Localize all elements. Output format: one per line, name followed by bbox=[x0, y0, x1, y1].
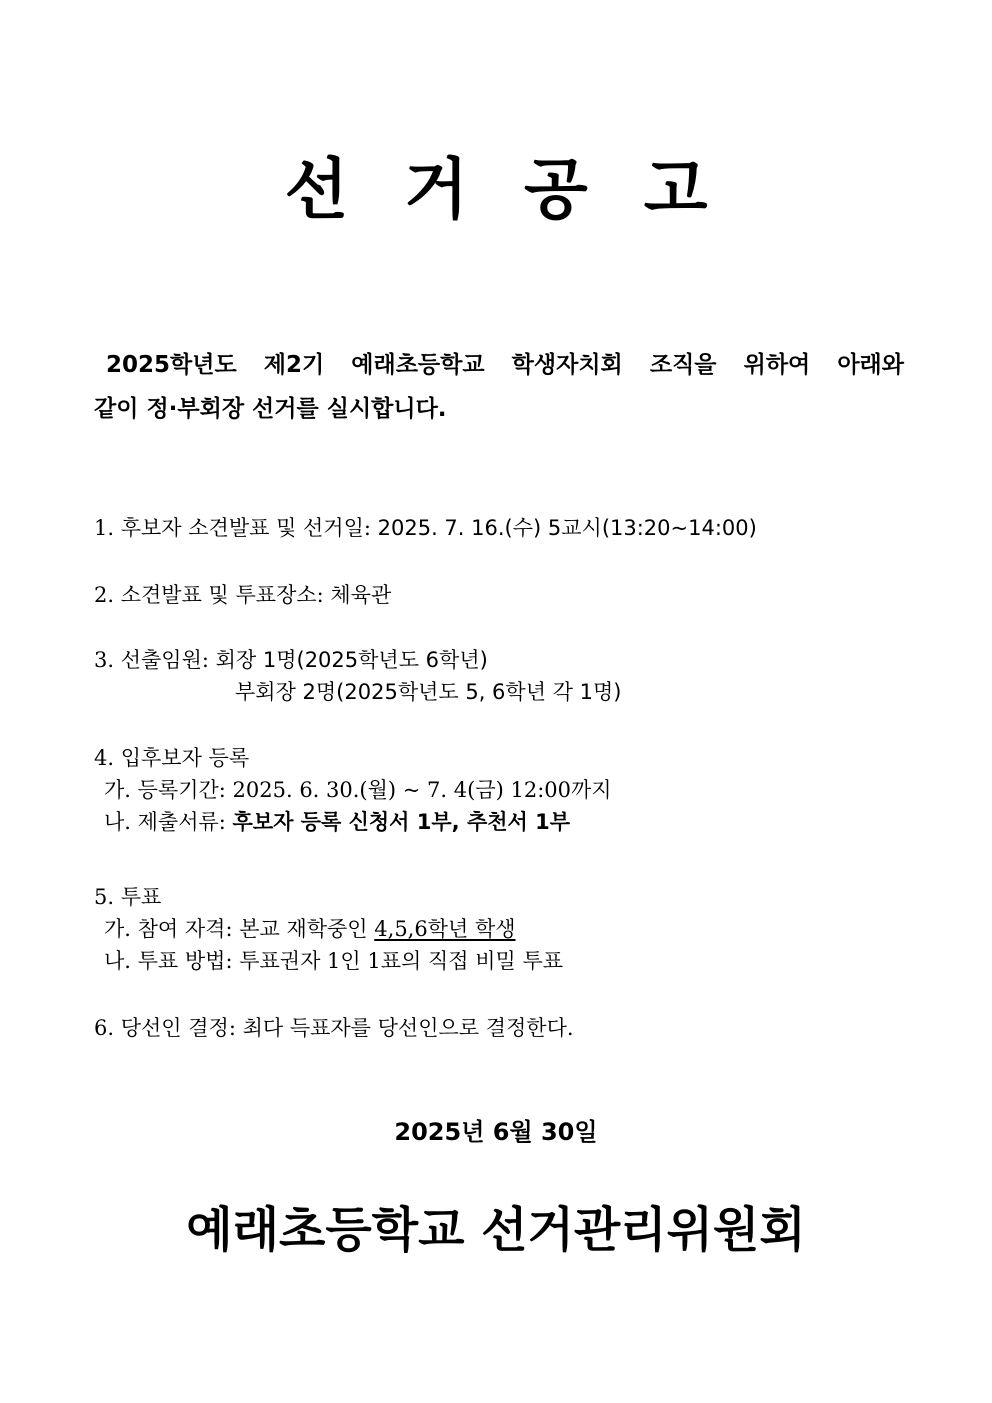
registration-documents bbox=[94, 806, 612, 838]
item-value-continued: 부회장 2명(2025학년도 5, 6학년 각 1명) bbox=[235, 680, 622, 704]
voting-method: 나. 투표 방법: 투표권자 1인 1표의 직접 비밀 투표 bbox=[104, 949, 564, 973]
title-char: 거 bbox=[404, 151, 468, 228]
item-location bbox=[94, 579, 391, 611]
eligibility-grades: 4,5,6학년 학생 bbox=[374, 917, 516, 941]
sub-label: 가. 참여 자격: 본교 재학중인 bbox=[104, 917, 375, 941]
item-election-date bbox=[94, 512, 757, 544]
item-label: 4. 입후보자 등록 bbox=[94, 746, 250, 770]
item-label: 5. 투표 bbox=[94, 885, 162, 909]
title-char: 고 bbox=[643, 151, 708, 228]
organization-name: 예래초등학교 선거관리위원회 bbox=[186, 1202, 806, 1258]
item-label: 1. 후보자 소견발표 및 선거일: bbox=[94, 516, 378, 540]
title-char: 공 bbox=[524, 151, 588, 228]
registration-period: 가. 등록기간: 2025. 6. 30.(월) ~ 7. 4(금) 12:00까지 bbox=[104, 778, 612, 802]
voting-eligibility bbox=[94, 913, 563, 945]
sub-label: 나. 제출서류: bbox=[104, 810, 233, 834]
item-officers bbox=[94, 644, 621, 708]
item-value: 회장 1명(2025학년도 6학년) bbox=[215, 648, 488, 672]
title-char: 선 bbox=[284, 151, 349, 228]
intro-line-1: 2025학년도 제2기 예래초등학교 학생자치회 조직을 위하여 아래와 bbox=[106, 352, 904, 378]
page-title bbox=[0, 150, 992, 230]
intro-paragraph bbox=[94, 343, 904, 431]
sub-value: 후보자 등록 신청서 1부, 추천서 1부 bbox=[232, 810, 571, 834]
item-voting bbox=[94, 881, 563, 977]
item-label: 3. 선출임원: bbox=[94, 648, 216, 672]
notice-date: 2025년 6월 30일 bbox=[394, 1118, 598, 1146]
item-label: 6. 당선인 결정: 최다 득표자를 당선인으로 결정한다. bbox=[94, 1016, 574, 1040]
item-label: 2. 소견발표 및 투표장소: 체육관 bbox=[94, 583, 392, 607]
item-winner-decision bbox=[94, 1012, 574, 1044]
intro-line-2: 같이 정·부회장 선거를 실시합니다. bbox=[94, 396, 447, 422]
item-registration bbox=[94, 742, 612, 838]
item-value: 2025. 7. 16.(수) 5교시(13:20~14:00) bbox=[377, 516, 757, 540]
